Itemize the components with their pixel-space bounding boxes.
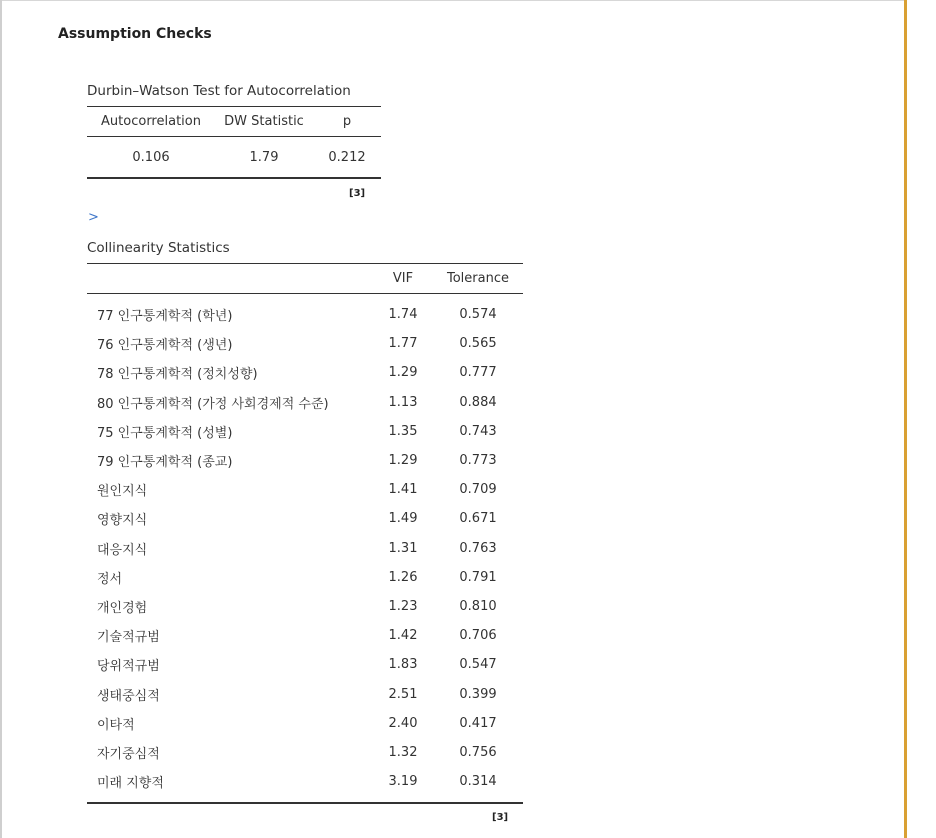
predictor-name: 이타적 (97, 717, 135, 733)
durbin-watson-table-container (87, 83, 381, 179)
durbin-watson-caption: Durbin–Watson Test for Autocorrelation (87, 83, 351, 99)
predictor-name: 당위적규범 (97, 659, 160, 675)
vif-value: 1.83 (388, 657, 418, 673)
reference-note[interactable]: [3] (492, 812, 509, 823)
tolerance-value: 0.763 (459, 540, 497, 556)
table-row (87, 738, 523, 767)
predictor-name: 생태중심적 (97, 688, 160, 704)
table-row (87, 417, 523, 446)
predictor-name: 75 인구통계학적 (성별) (97, 425, 233, 441)
durbin-watson-table (87, 83, 381, 179)
table-row (87, 563, 523, 592)
vif-value: 1.77 (388, 336, 418, 352)
table-row (87, 621, 523, 650)
predictor-name: 80 인구통계학적 (가정 사회경제적 수준) (97, 396, 329, 412)
tolerance-value: 0.756 (459, 744, 497, 760)
tolerance-value: 0.671 (459, 511, 497, 527)
column-header (87, 264, 373, 294)
column-header: DW Statistic (215, 107, 313, 137)
vif-value: 1.31 (388, 540, 418, 556)
table-row (87, 504, 523, 533)
collinearity-table (87, 240, 523, 804)
column-header: Autocorrelation (87, 107, 215, 137)
vif-value: 2.51 (388, 686, 418, 702)
table-row (87, 767, 523, 803)
panel-left-border (0, 0, 2, 838)
vif-value: 1.32 (388, 744, 418, 760)
table-cell: 1.79 (215, 137, 313, 179)
column-header: Tolerance (433, 264, 523, 294)
tolerance-value: 0.709 (459, 482, 497, 498)
predictor-name: 78 인구통계학적 (정치성향) (97, 367, 258, 383)
predictor-name: 원인지식 (97, 484, 148, 500)
tolerance-value: 0.777 (459, 365, 497, 381)
vif-value: 1.26 (388, 569, 418, 585)
tolerance-value: 0.565 (459, 336, 497, 352)
predictor-name: 기술적규범 (97, 630, 160, 646)
vif-value: 1.29 (388, 453, 418, 469)
vif-value: 1.35 (388, 423, 418, 439)
tolerance-value: 0.743 (459, 423, 497, 439)
vif-value: 3.19 (373, 767, 433, 803)
table-row (87, 137, 381, 179)
expand-chevron-icon[interactable]: > (88, 210, 99, 225)
table-header-row (87, 264, 523, 294)
vif-value: 1.74 (388, 307, 418, 323)
section-title: Assumption Checks (58, 26, 212, 42)
table-row (87, 294, 523, 330)
predictor-name: 자기중심적 (97, 746, 160, 762)
predictor-name: 영향지식 (97, 513, 148, 529)
table-row (87, 329, 523, 358)
tolerance-value: 0.417 (459, 715, 497, 731)
table-row (87, 650, 523, 679)
table-row (87, 679, 523, 708)
vif-value: 1.49 (388, 511, 418, 527)
vif-value: 2.40 (388, 715, 418, 731)
table-row (87, 388, 523, 417)
tolerance-value: 0.773 (459, 453, 497, 469)
tolerance-value: 0.574 (459, 307, 497, 323)
tolerance-value: 0.547 (459, 657, 497, 673)
vif-value: 1.42 (388, 628, 418, 644)
table-row (87, 709, 523, 738)
predictor-name: 79 인구통계학적 (종교) (97, 455, 233, 471)
column-header: VIF (373, 264, 433, 294)
right-gutter (907, 0, 936, 838)
table-cell: 0.106 (87, 137, 215, 179)
tolerance-value: 0.399 (459, 686, 497, 702)
table-row (87, 534, 523, 563)
tolerance-value: 0.706 (459, 628, 497, 644)
vif-value: 1.41 (388, 482, 418, 498)
predictor-name: 정서 (97, 571, 123, 587)
predictor-name: 개인경험 (97, 600, 148, 616)
predictor-name: 76 인구통계학적 (생년) (97, 338, 233, 354)
vif-value: 1.23 (388, 598, 418, 614)
reference-note[interactable]: [3] (349, 188, 366, 199)
panel-top-border (0, 0, 906, 1)
collinearity-table-container (87, 240, 523, 804)
table-row (87, 592, 523, 621)
column-header: p (313, 107, 381, 137)
vif-value: 1.13 (388, 394, 418, 410)
tolerance-value: 0.810 (459, 598, 497, 614)
tolerance-value: 0.884 (459, 394, 497, 410)
tolerance-value: 0.791 (459, 569, 497, 585)
predictor-name: 대응지식 (97, 542, 148, 558)
table-row (87, 358, 523, 387)
table-cell: 0.212 (313, 137, 381, 179)
collinearity-caption: Collinearity Statistics (87, 240, 230, 256)
tolerance-value: 0.314 (433, 767, 523, 803)
table-row (87, 475, 523, 504)
table-row (87, 446, 523, 475)
predictor-name: 미래 지향적 (87, 767, 373, 803)
table-header-row (87, 107, 381, 137)
predictor-name: 77 인구통계학적 (학년) (97, 309, 233, 325)
vif-value: 1.29 (388, 365, 418, 381)
